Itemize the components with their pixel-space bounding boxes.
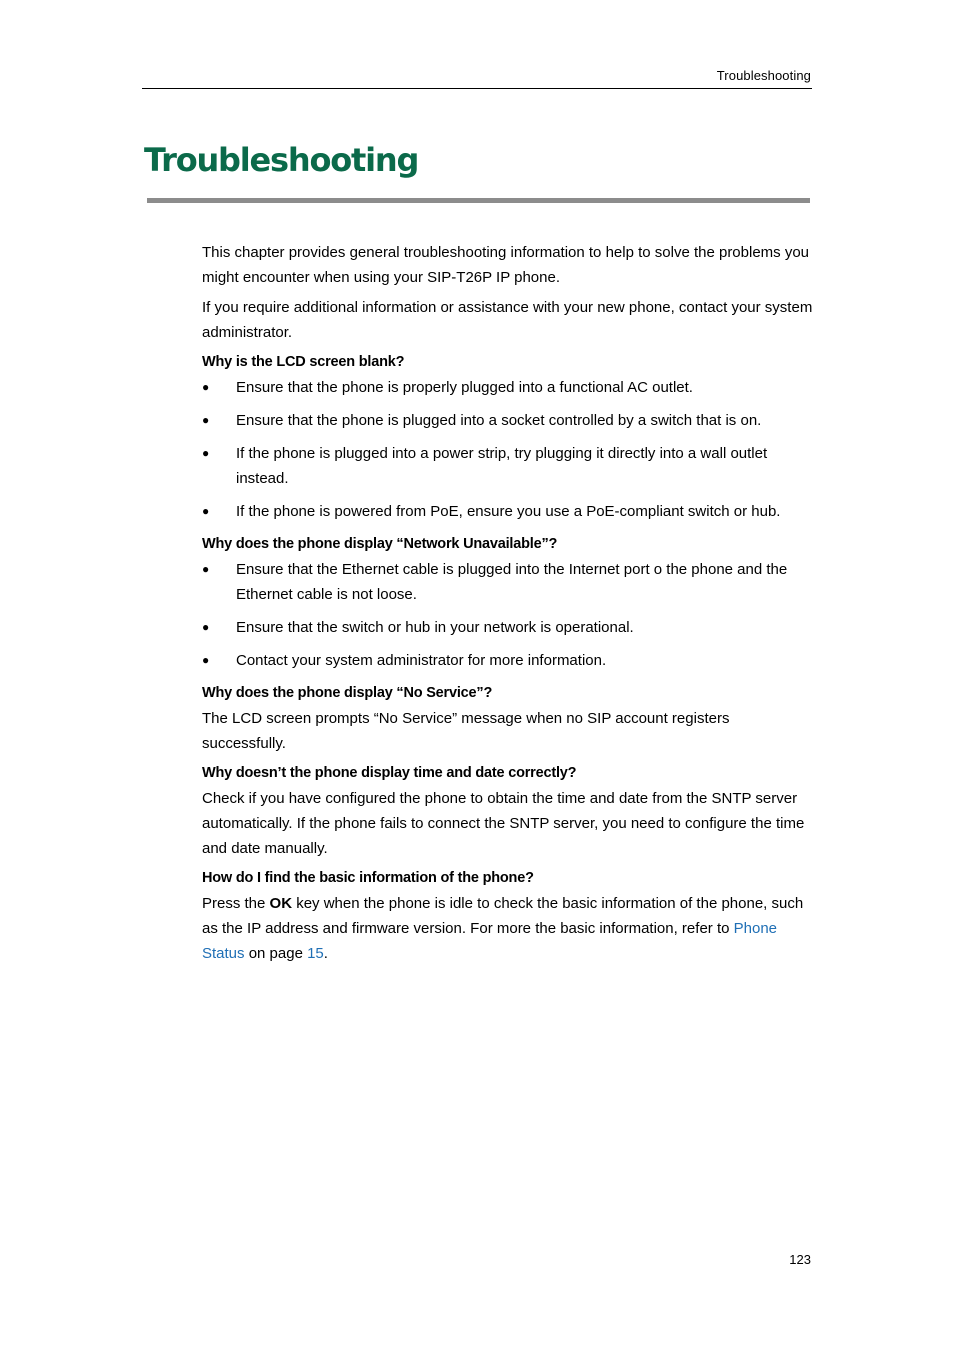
section-heading-network-unavailable: Why does the phone display “Network Unavailable”? bbox=[202, 536, 558, 552]
list-item: ● Ensure that the phone is properly plugged into a functional AC outlet. bbox=[202, 375, 814, 400]
header-rule bbox=[142, 88, 812, 89]
ok-key-label: OK bbox=[269, 895, 293, 912]
bullet-list-network-unavailable bbox=[202, 557, 814, 673]
page-number: 123 bbox=[789, 1252, 811, 1267]
bullet-icon: ● bbox=[202, 620, 210, 634]
title-rule bbox=[147, 198, 810, 203]
bullet-icon: ● bbox=[202, 653, 210, 667]
bullet-icon: ● bbox=[202, 413, 210, 427]
time-date-paragraph: Check if you have configured the phone to obtain the time and date from the SNTP server automatically. If the phone fails to connect the SNTP server, you need to configure the time and date manually. bbox=[202, 790, 805, 857]
list-item: ● If the phone is plugged into a power strip, try plugging it directly into a wall outlet instead. bbox=[202, 441, 814, 491]
bullet-icon: ● bbox=[202, 562, 210, 576]
intro-paragraph-2: If you require additional information or assistance with your new phone, contact your system administrator. bbox=[202, 299, 813, 341]
basic-info-paragraph: Press the OK key when the phone is idle to check the basic information of the phone, such as the IP address and firmware version. For more the basic information, refer to Phone Status on page 15. bbox=[202, 895, 804, 962]
section-heading-time-date: Why doesn’t the phone display time and date correctly? bbox=[202, 765, 577, 781]
list-item: ● Ensure that the phone is plugged into a socket controlled by a switch that is on. bbox=[202, 408, 814, 433]
page-content bbox=[202, 240, 814, 971]
bullet-list-lcd-blank bbox=[202, 375, 814, 524]
list-item: ● If the phone is powered from PoE, ensure you use a PoE-compliant switch or hub. bbox=[202, 499, 814, 524]
intro-paragraph-1: This chapter provides general troubleshooting information to help to solve the problems you might encounter when using your SIP-T26P IP phone. bbox=[202, 244, 810, 286]
section-heading-basic-info: How do I find the basic information of the phone? bbox=[202, 870, 534, 886]
running-header: Troubleshooting bbox=[716, 68, 811, 83]
phone-status-link[interactable]: Phone Status bbox=[202, 920, 777, 962]
section-heading-lcd-blank: Why is the LCD screen blank? bbox=[202, 354, 405, 370]
bullet-icon: ● bbox=[202, 504, 210, 518]
section-heading-no-service: Why does the phone display “No Service”? bbox=[202, 685, 493, 701]
page-15-link[interactable]: 15 bbox=[307, 945, 324, 962]
list-item: ● Ensure that the switch or hub in your network is operational. bbox=[202, 615, 814, 640]
list-item: ● Contact your system administrator for more information. bbox=[202, 648, 814, 673]
chapter-title: Troubleshooting bbox=[144, 141, 419, 179]
list-item: ● Ensure that the Ethernet cable is plugged into the Internet port o the phone and the Ethernet cable is not loose. bbox=[202, 557, 814, 607]
no-service-paragraph: The LCD screen prompts “No Service” message when no SIP account registers successfully. bbox=[202, 710, 730, 752]
bullet-icon: ● bbox=[202, 380, 210, 394]
bullet-icon: ● bbox=[202, 446, 210, 460]
